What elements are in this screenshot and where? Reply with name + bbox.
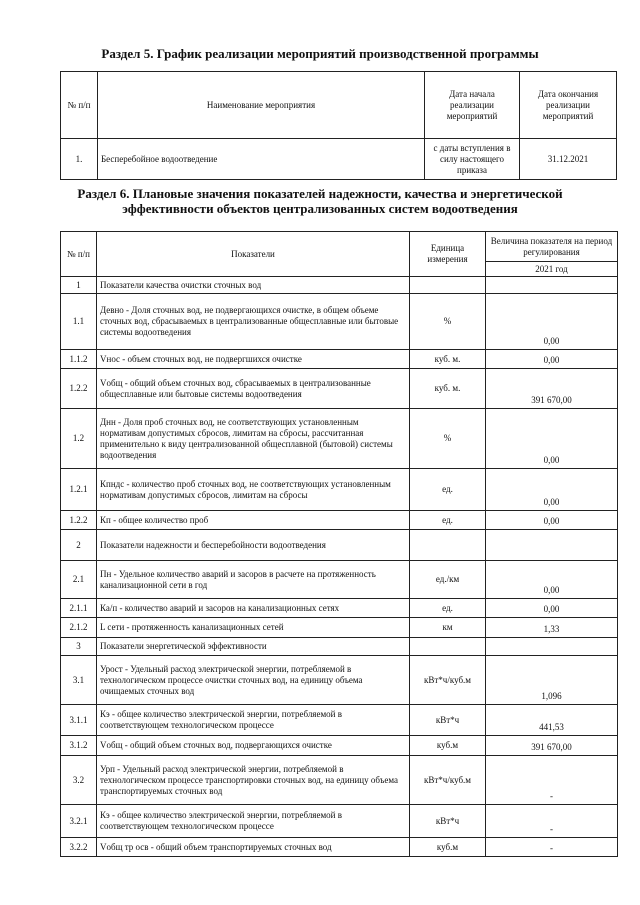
s6-row-num: 1.2.2 (61, 511, 97, 530)
section5-table (60, 71, 617, 180)
table-row (61, 350, 618, 369)
table-row (61, 530, 618, 561)
s6-row-value (486, 277, 618, 294)
s6-row-unit: кВт*ч (410, 805, 486, 838)
s6-row-num: 1.2 (61, 409, 97, 469)
table-row (61, 277, 618, 294)
s6-row-value: 441,53 (486, 705, 618, 736)
s6-row-value: 0,00 (486, 469, 618, 511)
s5-header-name: Наименование мероприятия (98, 72, 425, 139)
s6-row-indicator: Кэ - общее количество электрической энергии, потребляемой в соответствующем технологическом процессе (97, 705, 410, 736)
section6-header-row (61, 232, 618, 262)
table-row (61, 369, 618, 409)
s6-row-indicator: Урост - Удельный расход электрической энергии, потребляемой в технологическом процессе очистки сточных вод, на единицу объема очищаемых сточных вод (97, 656, 410, 705)
section6-body (61, 277, 618, 857)
table-row (61, 469, 618, 511)
s6-row-unit: % (410, 409, 486, 469)
s6-row-unit: ед. (410, 511, 486, 530)
s5-header-num: № п/п (61, 72, 98, 139)
s6-row-indicator: Vобщ тр осв - общий объем транспортируемых сточных вод (97, 838, 410, 857)
s6-row-indicator: Ка/п - количество аварий и засоров на канализационных сетях (97, 599, 410, 618)
s6-header-unit: Единица измерения (410, 232, 486, 277)
s6-row-num: 3.2.1 (61, 805, 97, 838)
table-row (61, 736, 618, 756)
section6-title (0, 186, 640, 216)
table-row (61, 618, 618, 638)
s6-row-num: 1.2.2 (61, 369, 97, 409)
s6-header-num: № п/п (61, 232, 97, 277)
s6-row-num: 2.1.2 (61, 618, 97, 638)
s6-row-num: 1 (61, 277, 97, 294)
table-row (61, 656, 618, 705)
table-row (61, 805, 618, 838)
s6-row-indicator: Урп - Удельный расход электрической энергии, потребляемой в технологическом процессе транспортировки сточных вод, на единицу объема транспортируемых сточных вод (97, 756, 410, 805)
s6-row-value: 391 670,00 (486, 369, 618, 409)
s6-row-indicator: Пн - Удельное количество аварий и засоров в расчете на протяженность канализационной сети в год (97, 561, 410, 599)
s5-row-start: с даты вступления в силу настоящего приказа (425, 139, 520, 180)
s6-row-unit: кВт*ч (410, 705, 486, 736)
s6-row-num: 1.1.2 (61, 350, 97, 369)
table-row (61, 705, 618, 736)
table-row (61, 599, 618, 618)
s6-row-unit (410, 530, 486, 561)
table-row (61, 294, 618, 350)
table-row (61, 139, 617, 180)
s6-row-value: 0,00 (486, 599, 618, 618)
s6-row-value: 0,00 (486, 511, 618, 530)
s6-row-value: - (486, 805, 618, 838)
s6-row-value: 0,00 (486, 561, 618, 599)
s5-row-name: Бесперебойное водоотведение (98, 139, 425, 180)
s6-row-num: 3.1 (61, 656, 97, 705)
s6-row-unit: куб.м (410, 838, 486, 857)
s6-row-num: 3.1.2 (61, 736, 97, 756)
table-row (61, 511, 618, 530)
s6-row-unit (410, 638, 486, 656)
s6-row-num: 3.2.2 (61, 838, 97, 857)
s5-header-end: Дата окончания реализации мероприятий (520, 72, 617, 139)
s6-row-num: 2.1.1 (61, 599, 97, 618)
s6-row-num: 3 (61, 638, 97, 656)
s6-row-indicator: Кп - общее количество проб (97, 511, 410, 530)
s6-row-unit (410, 277, 486, 294)
s6-row-value (486, 638, 618, 656)
s6-row-unit: ед. (410, 599, 486, 618)
s6-row-indicator: Vобщ - общий объем сточных вод, подвергающихся очистке (97, 736, 410, 756)
s6-row-indicator: Девно - Доля сточных вод, не подвергающихся очистке, в общем объеме сточных вод, сбрасываемых в централизованные общесплавные или бытовые системы водоотведения (97, 294, 410, 350)
s6-row-unit: % (410, 294, 486, 350)
s6-row-indicator: Показатели энергетической эффективности (97, 638, 410, 656)
table-row (61, 409, 618, 469)
s6-row-unit: км (410, 618, 486, 638)
s6-row-value: - (486, 756, 618, 805)
s5-header-start: Дата начала реализации мероприятий (425, 72, 520, 139)
s6-row-unit: ед./км (410, 561, 486, 599)
section5-header-row (61, 72, 617, 139)
s6-row-indicator: Vобщ - общий объем сточных вод, сбрасываемых в централизованные общесплавные или бытовые системы водоотведения (97, 369, 410, 409)
s6-row-indicator: Днн - Доля проб сточных вод, не соответствующих установленным нормативам допустимых сбросов, лимитам на сбросы, рассчитанная применительно к виду централизованной общесплавной (бытовой) системы водоотведения (97, 409, 410, 469)
s6-row-value: 1,096 (486, 656, 618, 705)
s6-header-value: Величина показателя на период регулирования (486, 232, 618, 262)
s6-row-indicator: L сети - протяженность канализационных сетей (97, 618, 410, 638)
table-row (61, 756, 618, 805)
s6-row-indicator: Кпндс - количество проб сточных вод, не соответствующих установленным нормативам допустимых сбросов, лимитам на сбросы (97, 469, 410, 511)
s6-row-num: 3.1.1 (61, 705, 97, 736)
s6-row-unit: ед. (410, 469, 486, 511)
table-row (61, 638, 618, 656)
s6-row-value: 1,33 (486, 618, 618, 638)
s5-row-end: 31.12.2021 (520, 139, 617, 180)
s6-row-value: 0,00 (486, 294, 618, 350)
s6-row-unit: куб. м. (410, 369, 486, 409)
s6-row-value: - (486, 838, 618, 857)
s6-row-value: 0,00 (486, 350, 618, 369)
s6-row-indicator: Показатели качества очистки сточных вод (97, 277, 410, 294)
section6-title-line2: эффективности объектов централизованных систем водоотведения (122, 201, 518, 216)
s6-header-indicator: Показатели (97, 232, 410, 277)
section6-table (60, 231, 618, 857)
s6-row-unit: кВт*ч/куб.м (410, 656, 486, 705)
s6-row-num: 1.1 (61, 294, 97, 350)
s6-row-indicator: Показатели надежности и бесперебойности водоотведения (97, 530, 410, 561)
s6-row-unit: кВт*ч/куб.м (410, 756, 486, 805)
s6-row-indicator: Кэ - общее количество электрической энергии, потребляемой в соответствующем технологическом процессе (97, 805, 410, 838)
s6-row-num: 2 (61, 530, 97, 561)
s6-row-unit: куб.м (410, 736, 486, 756)
table-row (61, 561, 618, 599)
s6-row-indicator: Vнос - объем сточных вод, не подвергшихся очистке (97, 350, 410, 369)
s6-header-year: 2021 год (486, 262, 618, 277)
s6-row-num: 2.1 (61, 561, 97, 599)
s6-row-value (486, 530, 618, 561)
section5-title: Раздел 5. График реализации мероприятий производственной программы (101, 46, 539, 61)
s6-row-num: 1.2.1 (61, 469, 97, 511)
s6-row-value: 0,00 (486, 409, 618, 469)
s6-row-unit: куб. м. (410, 350, 486, 369)
s5-row-num: 1. (61, 139, 98, 180)
table-row (61, 838, 618, 857)
s6-row-num: 3.2 (61, 756, 97, 805)
section6-title-line1: Раздел 6. Плановые значения показателей надежности, качества и энергетической (77, 186, 563, 201)
s6-row-value: 391 670,00 (486, 736, 618, 756)
